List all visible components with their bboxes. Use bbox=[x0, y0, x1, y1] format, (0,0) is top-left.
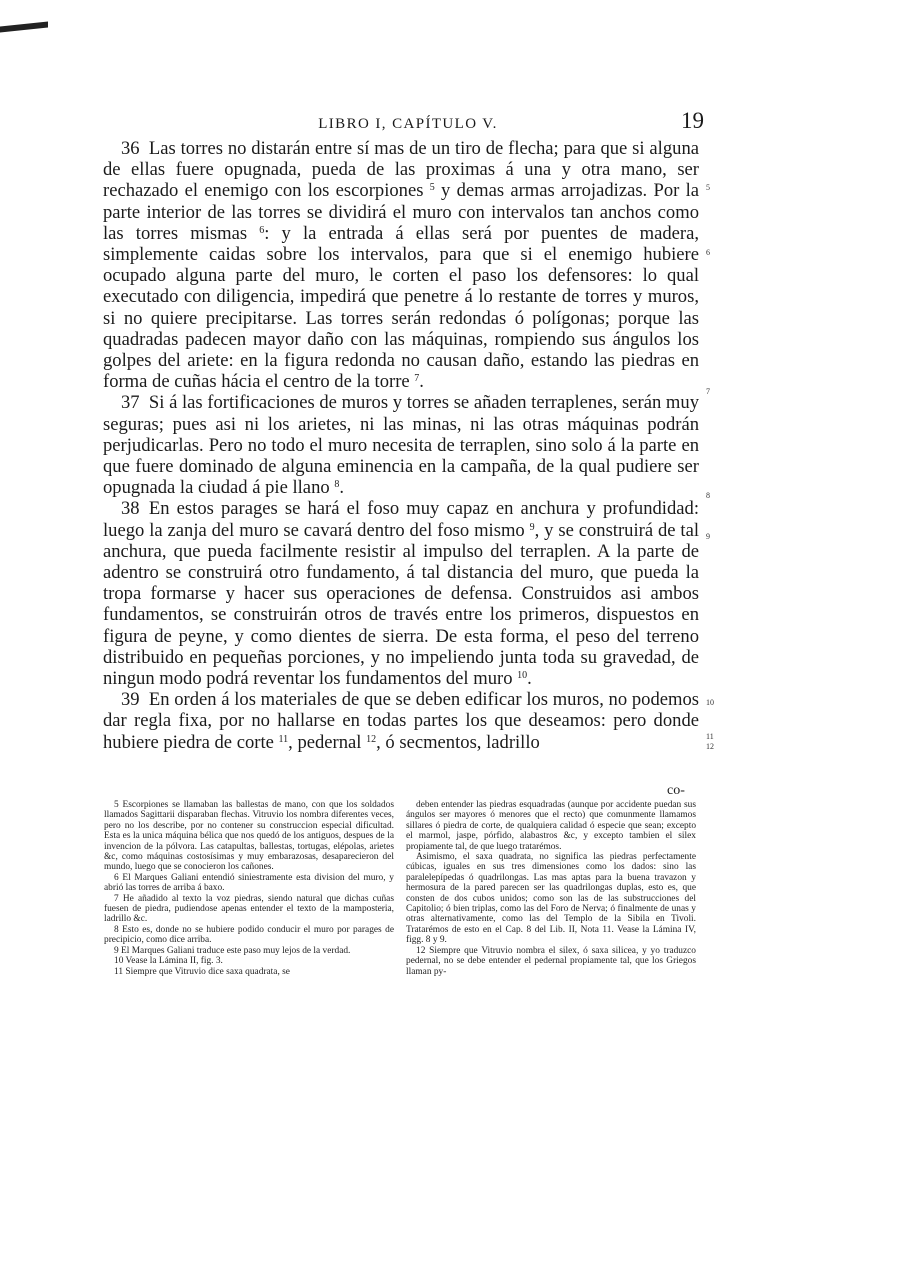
main-text bbox=[103, 138, 699, 753]
footnote: 7 He añadido al texto la voz piedras, siendo natural que dichas cuñas fuesen de piedra, pudiendose apenas entender el texto de la mamposteria, ladrillo &c. bbox=[104, 893, 394, 925]
footnote: 11 Siempre que Vitruvio dice saxa quadrata, se bbox=[114, 966, 290, 977]
margin-note-number: 10 bbox=[706, 698, 714, 707]
margin-note-number: 8 bbox=[706, 491, 710, 500]
footnote-ref: 11 bbox=[278, 733, 289, 745]
paragraph-text: , y se construirá de tal anchura, que pueda facilmente resistir al impulso del terraplen. A la parte de adentro se construirá otro fundamento, á tal distancia del muro, que pueda la tropa formarse y hacer sus operaciones de defensa. Construidos asi ambos fundamentos, se construirán otros de través entre los primeros, dispuestos en figura de peyne, y como dientes de sierra. De esta forma, el peso del terreno distribuido en pequeñas porciones, y no impeliendo junta toda su gravedad, de ningun modo podrá reventar los fundamentos del muro bbox=[103, 519, 699, 690]
footnote: 6 El Marques Galiani entendió siniestramente esta division del muro, y abrió las torres de arriba á baxo. bbox=[104, 872, 394, 894]
footnote-ref: 10 bbox=[517, 670, 528, 682]
paragraph-text: y demas armas arrojadizas. Por la parte interior de las torres se dividirá el muro con intervalos tan anchos como las torres mismas bbox=[103, 180, 699, 244]
scan-edge-mark bbox=[0, 21, 48, 32]
footnote: 9 El Marques Galiani traduce este paso muy lejos de la verdad. bbox=[114, 945, 351, 956]
margin-note-number: 9 bbox=[706, 532, 710, 541]
catchword: co- bbox=[667, 783, 685, 798]
paragraph-text: , pedernal bbox=[288, 731, 367, 753]
paragraph-number: 37 bbox=[121, 392, 149, 414]
footnote-ref: 5 bbox=[429, 182, 435, 194]
paragraph-text: . bbox=[527, 668, 532, 690]
footnote: Asimismo, el saxa quadrata, no significa las piedras perfectamente cúbicas, iguales en sus tres dimensiones como los dados: sino las paralelepípedas ó quadrilongas. Las mas aptas para la buena travazon y hermosura de la pared parecen ser las quadrilongas duplas, esto es, que consten de dos cubos unidos; como son las de las substrucciones del Capitolio; ó bien triplas, como las del Foro de Nerva; ó finalmente de unas y otras alternativamente, como las del Templo de la Sibila en Tivoli. Tratarémos de esto en el Cap. 8 del Lib. II, Nota 11. Vease la Lámina IV, figg. 8 y 9. bbox=[406, 852, 696, 946]
paragraph-number: 38 bbox=[121, 498, 149, 520]
footnote-ref: 7 bbox=[414, 373, 420, 385]
paragraph-text: , ó secmentos, ladrillo bbox=[376, 731, 540, 753]
running-head: LIBRO I, CAPÍTULO V. bbox=[318, 116, 498, 132]
footnote: 8 Esto es, donde no se hubiere podido conducir el muro por parages de precipicio, como dice arriba. bbox=[104, 924, 394, 946]
footnotes-left-column bbox=[104, 800, 394, 977]
paragraph-number: 36 bbox=[121, 138, 149, 159]
paragraph-text: . bbox=[419, 371, 424, 393]
margin-note-number: 12 bbox=[706, 742, 714, 751]
margin-note-number: 7 bbox=[706, 387, 710, 396]
footnote-ref: 6 bbox=[259, 224, 265, 236]
footnote: 5 Escorpiones se llamaban las ballestas de mano, con que los soldados llamados Sagittarii disparaban flechas. Vitruvio los nombra diferentes veces, pero no los describe, por no contener su construccion especial dificultad. Esta es la unica máquina bélica que nos quedó de los antiguos, despues de la invencion de la pólvora. Las catapultas, ballestas, tortugas, elépolas, arietes &c, como máquinas costosísimas y muy embarazosas, desaparecieron del mundo, luego que se conocieron los cañones. bbox=[104, 800, 394, 873]
paragraph-number: 39 bbox=[121, 689, 149, 711]
paragraph-text: : y la entrada á ellas será por puentes de madera, simplemente caidas sobre los intervalos, para que si el enemigo hubiere ocupado alguna parte del muro, le corten el paso los defensores: lo qual executado con diligencia, impedirá que penetre á lo restante de torres y muros, si no quiere precipitarse. Las torres serán redondas ó polígonas; porque las quadradas padecen mayor daño con las máquinas, rompiendo sus ángulos los golpes del ariete: en la figura redonda no causan daño, estando las piedras en forma de cuñas hácia el centro de la torre bbox=[103, 222, 699, 393]
footnote: 12 Siempre que Vitruvio nombra el silex, ó saxa silicea, y yo traduzco pedernal, no se debe entender el pedernal propiamente tal, que los Griegos llaman py- bbox=[406, 945, 696, 977]
paragraph-text: Las torres no distarán entre sí mas de un tiro de flecha; para que si alguna de ellas fuere opugnada, pueda de las proximas á una y otra mano, ser rechazado el enemigo con los escorpiones bbox=[103, 138, 699, 202]
paragraph-38 bbox=[103, 498, 699, 689]
margin-note-number: 5 bbox=[706, 183, 710, 192]
footnote-ref: 12 bbox=[366, 733, 377, 745]
paragraph-37 bbox=[103, 392, 699, 498]
paragraph-text: En orden á los materiales de que se deben edificar los muros, no podemos dar regla fixa, por no hallarse en todas partes los que deseamos: pero donde hubiere piedra de corte bbox=[103, 689, 699, 753]
footnote-ref: 8 bbox=[334, 479, 340, 491]
footnotes-right-column bbox=[406, 800, 696, 977]
paragraph-36 bbox=[103, 138, 699, 392]
paragraph-text: . bbox=[339, 477, 344, 499]
paragraph-text: En estos parages se hará el foso muy capaz en anchura y profundidad: luego la zanja del muro se cavará dentro del foso mismo bbox=[103, 498, 699, 541]
paragraph-39 bbox=[103, 689, 699, 753]
footnote: 10 Vease la Lámina II, fig. 3. bbox=[114, 956, 223, 967]
page-number: 19 bbox=[681, 108, 704, 133]
paragraph-text: Si á las fortificaciones de muros y torres se añaden terraplenes, serán muy seguras; pues asi ni los arietes, ni las minas, ni las otras máquinas podrán perjudicarlas. Pero no todo el muro necesita de terraplen, sino solo á la parte en que fuere dominado de alguna eminencia en la campaña, de la qual pudiere ser opugnada la ciudad á pie llano bbox=[103, 392, 699, 499]
page-header bbox=[112, 108, 704, 138]
footnote: deben entender las piedras esquadradas (aunque por accidente puedan sus ángulos ser mayores ó menores que el recto) que comunmente llamamos sillares ó piedra de corte, de qualquiera calidad ó especie que sean; excepto el marmol, jaspe, pórfido, alabastros &c, y excepto tambien el silex propiamente tal, de que luego tratarémos. bbox=[406, 800, 696, 852]
footnote-ref: 9 bbox=[529, 521, 535, 533]
margin-note-number: 6 bbox=[706, 248, 710, 257]
margin-note-number: 11 bbox=[706, 732, 714, 741]
